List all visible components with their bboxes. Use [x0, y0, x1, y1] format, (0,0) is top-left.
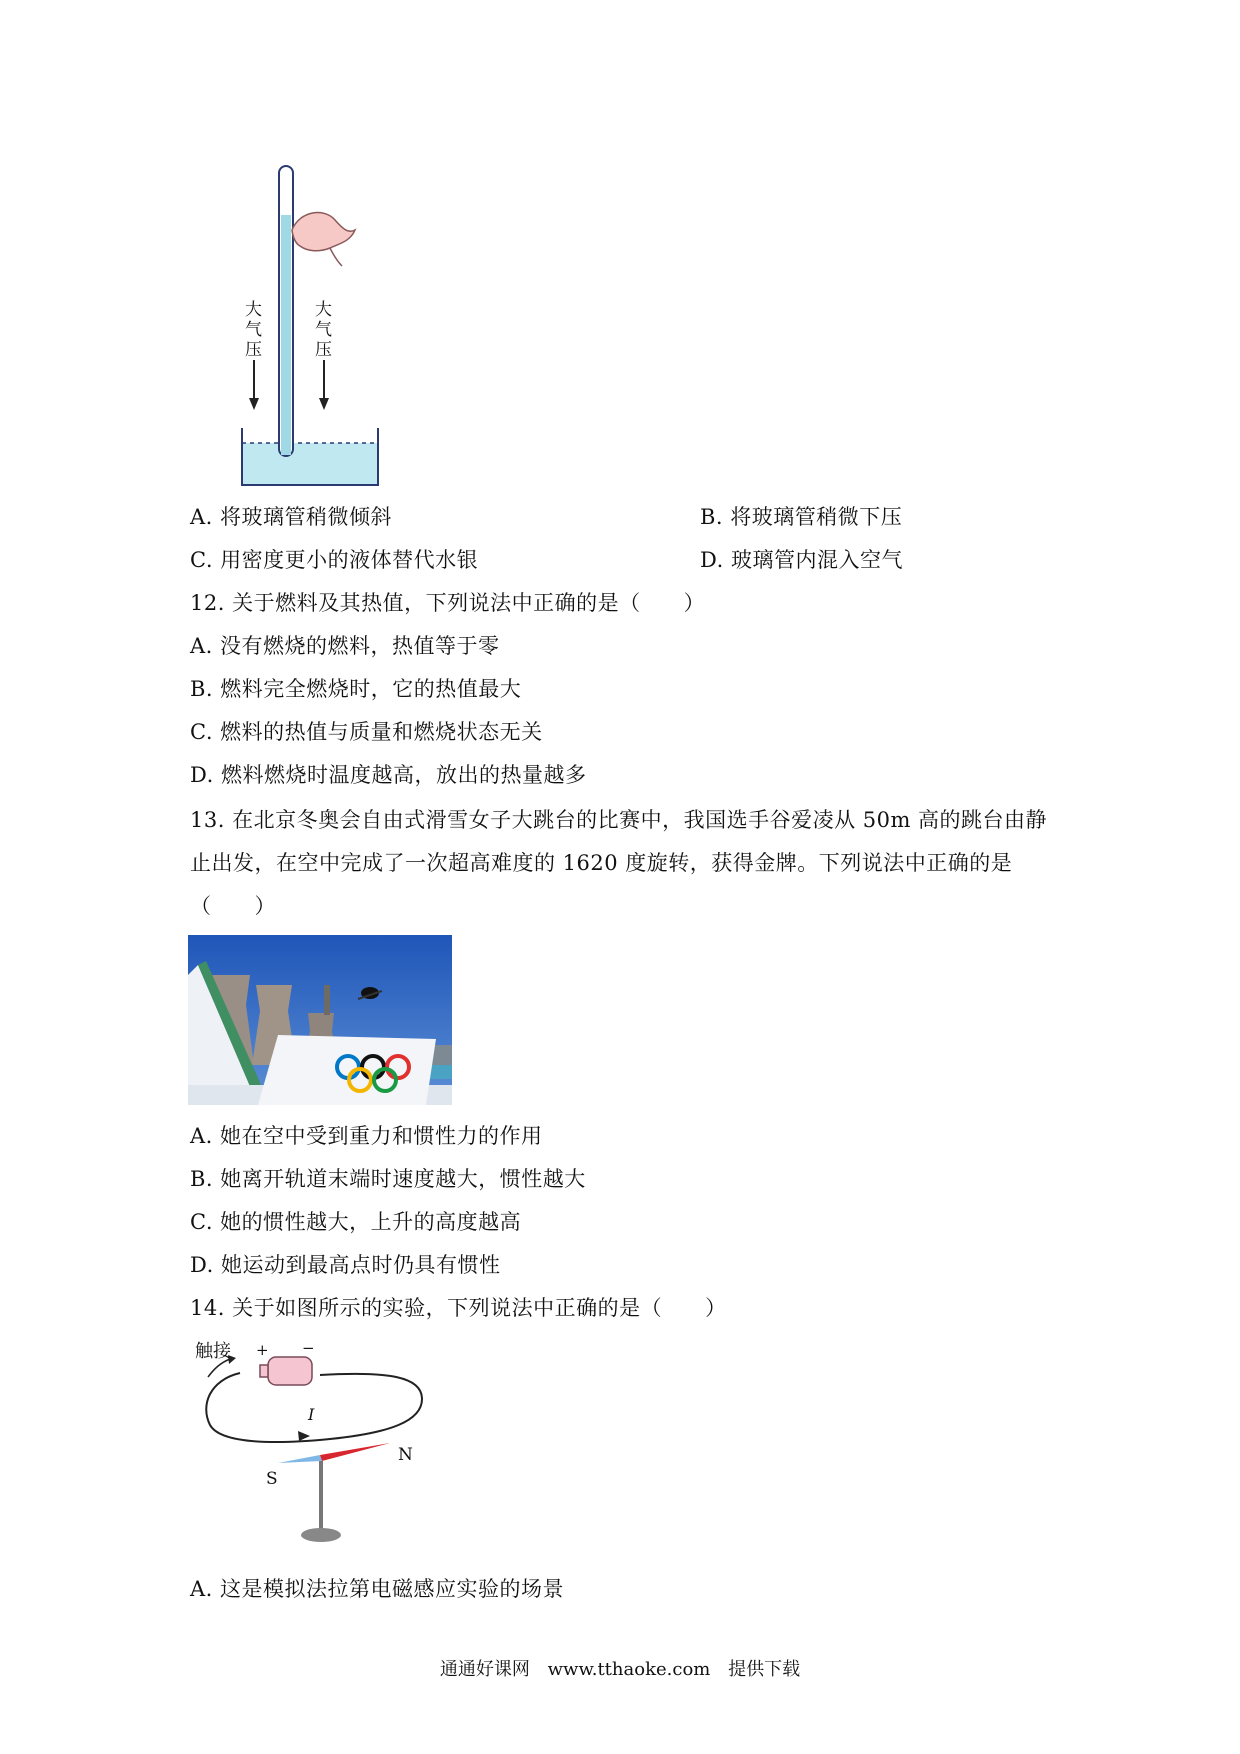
- touch-label: 触接: [195, 1341, 231, 1362]
- q13-option-d: D. 她运动到最高点时仍具有惯性: [190, 1253, 501, 1277]
- hand-icon: [292, 213, 355, 251]
- pressure-label-left: 大气压: [245, 300, 262, 360]
- battery-plus-label: +: [256, 1341, 269, 1359]
- q13-option-b: B. 她离开轨道末端时速度越大，惯性越大: [190, 1167, 586, 1191]
- q11-option-d: D. 玻璃管内混入空气: [700, 548, 903, 572]
- current-arrow-icon: [298, 1431, 310, 1441]
- circuit-compass-illustration: [190, 1335, 430, 1560]
- q12-option-b: B. 燃料完全燃烧时，它的热值最大: [190, 677, 522, 701]
- compass-base: [301, 1528, 341, 1542]
- mercury-column: [281, 215, 291, 455]
- south-pole-label: S: [266, 1469, 278, 1489]
- footer-suffix: 提供下载: [728, 1659, 801, 1680]
- footer-url[interactable]: www.tthaoke.com: [547, 1659, 711, 1680]
- arrowhead-left-icon: [249, 398, 259, 410]
- battery-minus-label: −: [302, 1339, 315, 1357]
- finger-stroke: [330, 248, 342, 266]
- chimney: [324, 985, 330, 1015]
- q13-stem-line1: 13. 在北京冬奥会自由式滑雪女子大跳台的比赛中，我国选手谷爱凌从 50m 高的跳台由静: [190, 808, 1048, 832]
- pressure-label-right: 大气压: [315, 300, 332, 360]
- page-footer: [0, 1658, 1240, 1682]
- needle-north-half: [320, 1443, 390, 1461]
- q11-option-c: C. 用密度更小的液体替代水银: [190, 548, 479, 572]
- q13-option-a: A. 她在空中受到重力和惯性力的作用: [190, 1124, 543, 1148]
- battery-terminal: [260, 1365, 268, 1377]
- ski-jump-photo: [188, 935, 452, 1105]
- q12-option-d: D. 燃料燃烧时温度越高，放出的热量越多: [190, 763, 587, 787]
- arrowhead-right-icon: [319, 398, 329, 410]
- q13-option-c: C. 她的惯性越大，上升的高度越高: [190, 1210, 522, 1234]
- q11-option-b: B. 将玻璃管稍微下压: [700, 505, 903, 529]
- north-pole-label: N: [398, 1445, 413, 1465]
- q13-stem-line3: （ ）: [190, 894, 276, 918]
- footer-site: 通通好课网: [439, 1659, 530, 1680]
- oersted-experiment-figure: [190, 1335, 430, 1560]
- q14-option-a: A. 这是模拟法拉第电磁感应实验的场景: [190, 1577, 565, 1601]
- torricelli-experiment-figure: [230, 160, 390, 490]
- current-label: I: [308, 1405, 315, 1424]
- q14-stem: 14. 关于如图所示的实验，下列说法中正确的是（ ）: [190, 1296, 727, 1320]
- battery-icon: [268, 1357, 312, 1385]
- q11-option-a: A. 将玻璃管稍微倾斜: [190, 505, 393, 529]
- q12-option-a: A. 没有燃烧的燃料，热值等于零: [190, 634, 500, 658]
- q12-option-c: C. 燃料的热值与质量和燃烧状态无关: [190, 720, 543, 744]
- q13-stem-line2: 止出发，在空中完成了一次超高难度的 1620 度旋转，获得金牌。下列说法中正确的是: [190, 851, 1013, 875]
- q12-stem: 12. 关于燃料及其热值，下列说法中正确的是（ ）: [190, 591, 706, 615]
- ski-jump-scene: [188, 935, 452, 1105]
- basin-liquid: [242, 443, 378, 485]
- needle-south-half: [278, 1455, 322, 1463]
